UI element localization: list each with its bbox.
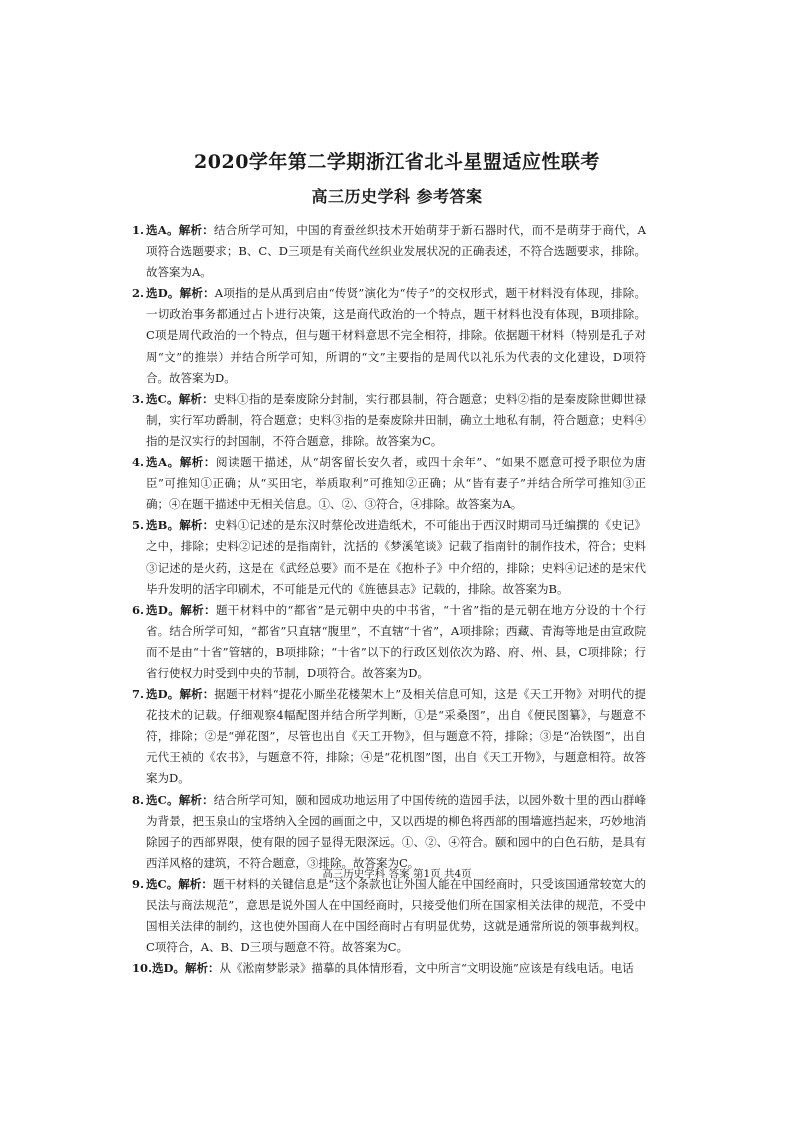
answer-item-7 (132, 684, 646, 789)
answer-item-2 (132, 283, 646, 388)
answer-item-10 (132, 958, 646, 979)
answer-number: 3. (132, 391, 145, 406)
answer-item-4 (132, 452, 646, 515)
answer-item-1 (132, 220, 646, 283)
answer-number: 7. (132, 687, 145, 702)
answer-number: 6. (132, 602, 145, 617)
page-subtitle: 高三历史学科 参考答案 (311, 187, 483, 206)
answer-item-3 (132, 389, 646, 452)
answer-heading: 选B。解析： (146, 518, 215, 533)
answer-explanation: 阅读题干描述，从“胡客留长安久者，或四十余年”、“如果不愿意可授予职位为唐臣”可推知①正确；从“买田宅，举质取利”可推知②正确；从“皆有妻子”并结合所学可推知③正确；④在题干描述中无相关信息。①、②、③符合，④排除。故答案为A。 (146, 455, 646, 512)
answer-explanation: 题干材料的关键信息是“这个条款也让外国人能在中国经商时，只受该国通常较宽大的民法与商法规范”，意思是说外国人在中国经商时，只接受他们所在国家相关法律的规范，不受中国相关法律的制约，这也使外国商人在中国经商时占有明显优势，这就是通常所说的领事裁判权。C项符合，A、B、D三项与题意不符。故答案为C。 (146, 876, 647, 955)
answer-heading: 选A。解析： (146, 455, 216, 470)
answer-number: 5. (132, 518, 145, 533)
answer-item-8 (132, 790, 646, 874)
answer-explanation: 从《淞南梦影录》描摹的具体情形看，文中所言“文明设施”应该是有线电话。电话 (219, 961, 634, 976)
answer-explanation: A项指的是从禹到启由“传贤”演化为“传子”的交权形式，题干材料没有体现，排除。一切政治事务都通过占卜进行决策，这是商代政治的一个特点，题干材料也没有体现，B项排除。C项是周代政治的一个特点，但与题干材料意思不完全相符，排除。依据题干材料（特别是孔子对周“文”的推崇）并结合所学可知，所谓的“文”主要指的是周代以礼乐为代表的文化建设，D项符合。故答案为D。 (146, 286, 646, 385)
answer-heading: 选D。解析： (146, 286, 215, 301)
answer-item-6 (132, 600, 646, 684)
answer-number: 1. (132, 223, 145, 237)
answer-explanation: 史料①指的是秦废除分封制，实行郡县制，符合题意；史料②指的是秦废除世卿世禄制，实行军功爵制，符合题意；史料③指的是秦废除井田制，确立土地私有制，符合题意；史料④指的是汉实行的封国制，不符合题意，排除。故答案为C。 (146, 391, 646, 448)
answer-number: 10. (132, 961, 153, 976)
answer-explanation: 史料①记述的是东汉时蔡伦改进造纸术，不可能出于西汉时期司马迁编撰的《史记》之中，排除；史料②记述的是指南针，沈括的《梦溪笔谈》记载了指南针的制作技术，符合；史料③记述的是火药，这是在《武经总要》而不是在《抱朴子》中介绍的，排除；史料④记述的是宋代毕升发明的活字印刷术，不可能是元代的《旌德县志》记载的，排除。故答案为B。 (146, 518, 646, 596)
answer-number: 9. (132, 876, 145, 891)
page-title: 2020学年第二学期浙江省北斗星盟适应性联考 (194, 151, 600, 173)
answer-explanation: 题干材料中的“都省”是元朝中央的中书省，“十省”指的是元朝在地方分设的十个行省。结合所学可知，“都省”只直辖“腹里”，不直辖“十省”，A项排除；西藏、青海等地是由宣政院而不是由“十省”管辖的，B项排除；“十省”以下的行政区划依次为路、府、州、县，C项排除；行省行使权力时受到中央的节制，D项符合。故答案为D。 (146, 602, 646, 680)
answer-heading: 选C。解析： (146, 792, 214, 807)
answer-number: 2. (132, 286, 145, 301)
answer-heading: 选D。解析： (146, 602, 216, 617)
page-footer: 高三历史学科 答案 第1页 共4页 (322, 868, 472, 880)
answer-heading: 选C。解析： (146, 391, 214, 406)
answer-heading: 选D。解析： (146, 687, 215, 702)
answer-item-9 (132, 874, 646, 958)
answer-number: 8. (132, 792, 145, 807)
answer-number: 4. (132, 455, 145, 470)
answer-explanation: 据题干材料“提花小厮坐花楼架木上”及相关信息可知，这是《天工开物》对明代的提花技术的记载。仔细观察4幅配图并结合所学判断，①是“采桑图”，出自《便民图纂》，与题意不符，排除；②是“弹花图”，尽管也出自《天工开物》，但与题意不符，排除；③是“冶铁图”，出自元代王祯的《农书》，与题意不符，排除；④是“花机图”图，出自《天工开物》，与题意相符。故答案为D。 (146, 687, 646, 786)
answer-heading: 选C。解析： (146, 876, 213, 891)
answer-explanation: 结合所学可知，颐和园成功地运用了中国传统的造园手法，以园外数十里的西山群峰为背景，把玉泉山的宝塔纳入全园的画面之中，又以西堤的柳色将西部的围墙遮挡起来，巧妙地消除园子的西部界限，使有限的园子显得无限深远。①、②、④符合。颐和园中的白色石舫，是具有西洋风格的建筑，不符合题意，③排除。故答案为C。 (146, 792, 646, 870)
answer-heading: 选D。解析： (152, 961, 220, 976)
answer-heading: 选A。解析： (146, 223, 215, 237)
answer-explanation: 结合所学可知，中国的育蚕丝织技术开始萌芽于新石器时代，而不是萌芽于商代，A项符合选题要求；B、C、D三项是有关商代丝织业发展状况的正确表述，不符合选题要求，排除。故答案为A。 (146, 223, 646, 280)
answer-item-5 (132, 515, 646, 599)
